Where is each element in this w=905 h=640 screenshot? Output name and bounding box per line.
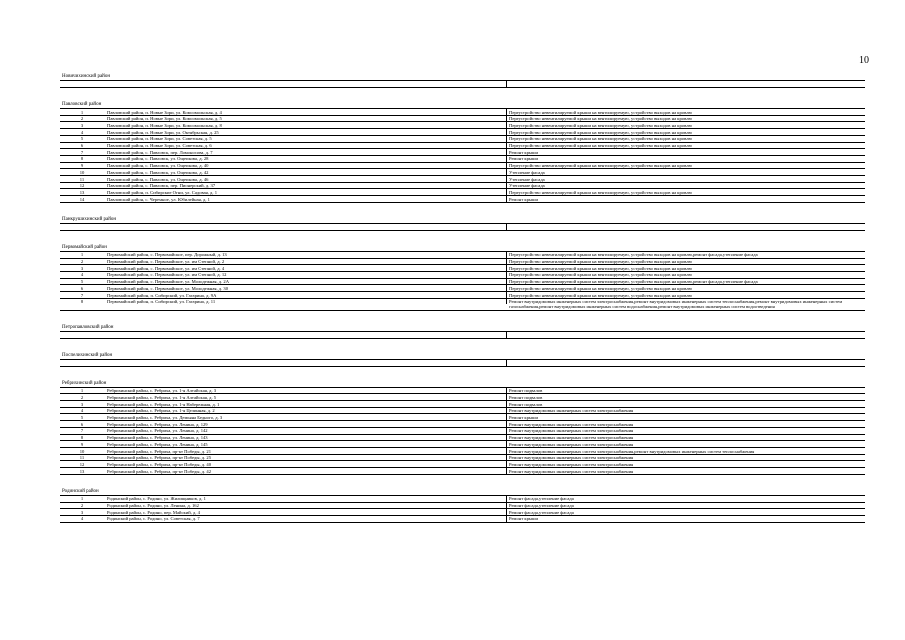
table-row bbox=[60, 503, 865, 510]
row-number: 8 bbox=[80, 156, 84, 162]
work-type: Ремонт подвалов bbox=[509, 401, 543, 407]
table-row bbox=[60, 448, 865, 455]
district-heading: Родинский район bbox=[60, 489, 865, 496]
work-type: Переустройство невентилируемой крыши на вентилируемую, устройство выходов на кровлю bbox=[509, 136, 692, 142]
row-number: 1 bbox=[80, 496, 84, 502]
address: Павловский район, п. Сибирские Огни, ул. Садовая, д. 1 bbox=[104, 189, 507, 195]
work-type: Утепление фасада bbox=[509, 176, 545, 182]
address: Павловский район, с. Павловск, пер. Ломоносова, д. 7 bbox=[104, 149, 507, 155]
table-row bbox=[60, 129, 865, 136]
table-row bbox=[60, 143, 865, 150]
row-number: 6 bbox=[80, 143, 84, 149]
work-type: Переустройство невентилируемой крыши на вентилируемую, устройство выходов на кровлю bbox=[509, 265, 692, 271]
work-type: Переустройство невентилируемой крыши на вентилируемую, устройство выходов на кровлю bbox=[509, 189, 692, 195]
table-row bbox=[60, 408, 865, 415]
table-row bbox=[60, 169, 865, 176]
table-row bbox=[60, 183, 865, 190]
table-row bbox=[60, 461, 865, 468]
empty-row bbox=[60, 332, 865, 339]
row-number: 3 bbox=[80, 122, 84, 128]
address: Родинский район, с. Родино, ул. Советская, д. 7 bbox=[104, 516, 507, 522]
table-row bbox=[60, 421, 865, 428]
row-number: 3 bbox=[80, 265, 84, 271]
address: Павловский район, с. Павловск, пер. Пионерский, д. 37 bbox=[104, 183, 507, 189]
address: Ребрихинский район, с. Ребриха, ул. Ленина, д. 143 bbox=[104, 435, 507, 441]
work-type: Ремонт внутридомовых инженерных систем электроснабжения bbox=[509, 408, 634, 414]
row-number: 3 bbox=[80, 401, 84, 407]
table-row bbox=[60, 388, 865, 395]
work-type: Переустройство невентилируемой крыши на вентилируемую, устройство выходов на кровлю,ремонт фасада,утепление фасада bbox=[509, 279, 758, 285]
table-row bbox=[60, 401, 865, 408]
table-row bbox=[60, 414, 865, 421]
table-row bbox=[60, 435, 865, 442]
work-type: Переустройство невентилируемой крыши на вентилируемую, устройство выходов на кровлю bbox=[509, 285, 692, 291]
empty-row bbox=[60, 81, 865, 88]
row-number: 2 bbox=[80, 394, 84, 400]
address: Ребрихинский район, с. Ребриха, ул. 1-я Целинная, д. 2 bbox=[104, 408, 507, 414]
work-type: Переустройство невентилируемой крыши на вентилируемую, устройство выходов на кровлю,ремонт фасада,утепление фасада bbox=[509, 252, 758, 258]
row-number: 13 bbox=[79, 468, 85, 474]
table-row bbox=[60, 441, 865, 448]
table-row bbox=[60, 394, 865, 401]
district-heading: Новичихинский район bbox=[60, 74, 865, 81]
work-type: Переустройство невентилируемой крыши на вентилируемую, устройство выходов на кровлю bbox=[509, 129, 692, 135]
work-type: Ремонт внутридомовых инженерных систем электроснабжения bbox=[509, 435, 634, 441]
work-type: Ремонт крыши bbox=[509, 149, 538, 155]
work-type: Ремонт внутридомовых инженерных систем электроснабжения,ремонт внутридомовых инженерных систем теплоснабжения,ремонт внутридомовых инженерных систем газоснабжения,ремонт внутридомовых инженерных систем водоснабжения,ремонт внутридомовых инженерных систем водоотведения bbox=[509, 299, 843, 310]
work-type: Ремонт крыши bbox=[509, 196, 538, 202]
row-number: 11 bbox=[79, 455, 85, 461]
row-number: 4 bbox=[80, 129, 84, 135]
table-row bbox=[60, 176, 865, 183]
district-heading: Панкрушихинский район bbox=[60, 217, 865, 224]
row-number: 7 bbox=[80, 428, 84, 434]
row-number: 5 bbox=[80, 279, 84, 285]
work-type: Ремонт фасада,утепление фасада bbox=[509, 509, 574, 515]
work-type: Ремонт крыши bbox=[509, 156, 538, 162]
row-number: 2 bbox=[80, 116, 84, 122]
row-number-cell bbox=[60, 81, 104, 87]
table-row bbox=[60, 455, 865, 462]
address-cell bbox=[104, 81, 507, 88]
row-number: 7 bbox=[80, 292, 84, 298]
row-number: 10 bbox=[79, 448, 85, 454]
row-number: 8 bbox=[80, 299, 84, 305]
address-cell bbox=[104, 224, 507, 231]
district-heading: Петропавловский район bbox=[60, 325, 865, 332]
address: Ребрихинский район, с. Ребриха, ул. Ленина, д. 129 bbox=[104, 421, 507, 427]
table-row bbox=[60, 468, 865, 475]
table-row bbox=[60, 279, 865, 286]
work-type: Ремонт внутридомовых инженерных систем электроснабжения,ремонт внутридомовых инженерных систем теплоснабжения bbox=[509, 448, 755, 454]
table-row bbox=[60, 116, 865, 123]
address-cell bbox=[104, 332, 507, 339]
table-row bbox=[60, 196, 865, 203]
row-number-cell bbox=[60, 224, 104, 230]
table-row bbox=[60, 189, 865, 196]
address: Павловский район, п. Новые Зори, ул. Октябрьская, д. 25 bbox=[104, 129, 507, 135]
work-type: Переустройство невентилируемой крыши на вентилируемую, устройство выходов на кровлю bbox=[509, 109, 692, 115]
row-number: 2 bbox=[80, 259, 84, 265]
address: Ребрихинский район, с. Ребриха, ул. 1-я Набережная, д. 1 bbox=[104, 401, 507, 407]
address: Ребрихинский район, с. Ребриха, ул. 1-я Алтайская, д. 5 bbox=[104, 394, 507, 400]
row-number-cell bbox=[60, 332, 104, 338]
address: Первомайский район, с. Первомайское, ул. им Степной, д. 2 bbox=[104, 259, 507, 265]
address: Ребрихинский район, с. Ребриха, пр-кт Победы, д. 42 bbox=[104, 468, 507, 474]
district-heading: Ребрихинский район bbox=[60, 381, 865, 388]
table-row bbox=[60, 163, 865, 170]
address: Павловский район, с. Черемное, ул. Юбилейная, д. 1 bbox=[104, 196, 507, 202]
row-number: 1 bbox=[80, 109, 84, 115]
table-row bbox=[60, 122, 865, 129]
table-row bbox=[60, 516, 865, 523]
table-row bbox=[60, 428, 865, 435]
table-row bbox=[60, 509, 865, 516]
table-row bbox=[60, 265, 865, 272]
work-type: Ремонт внутридомовых инженерных систем электроснабжения bbox=[509, 428, 634, 434]
address: Первомайский район, с. Первомайское, ул. им Степной, д. 12 bbox=[104, 272, 507, 278]
row-number: 9 bbox=[80, 441, 84, 447]
row-number: 3 bbox=[80, 509, 84, 515]
address: Родинский район, с. Родино, ул. Жилищников, д. 1 bbox=[104, 496, 507, 502]
district-heading: Павловский район bbox=[60, 102, 865, 109]
table-row bbox=[60, 299, 865, 311]
address: Павловский район, п. Новые Зори, ул. Комсомольская, д. 5 bbox=[104, 116, 507, 122]
row-number: 4 bbox=[80, 516, 84, 522]
work-type: Переустройство невентилируемой крыши на вентилируемую, устройство выходов на кровлю bbox=[509, 116, 692, 122]
row-number: 12 bbox=[79, 461, 85, 467]
address: Павловский район, с. Павловск, ул. Ощепкова, д. 28 bbox=[104, 156, 507, 162]
row-number: 11 bbox=[79, 176, 85, 182]
address: Родинский район, с. Родино, ул. Ленина, д. 162 bbox=[104, 503, 507, 509]
work-type: Ремонт внутридомовых инженерных систем электроснабжения bbox=[509, 468, 634, 474]
table-row bbox=[60, 496, 865, 503]
address: Первомайский район, п. Сибирский, ул. Гагарина, д. 9А bbox=[104, 292, 507, 298]
empty-row bbox=[60, 360, 865, 367]
row-number: 1 bbox=[80, 252, 84, 258]
table-row bbox=[60, 149, 865, 156]
row-number: 8 bbox=[80, 435, 84, 441]
row-number: 7 bbox=[80, 149, 84, 155]
row-number: 12 bbox=[79, 183, 85, 189]
address: Первомайский район, с. Первомайское, пер. Дорожный, д. 13 bbox=[104, 252, 507, 258]
row-number: 9 bbox=[80, 163, 84, 169]
work-type: Ремонт внутридомовых инженерных систем электроснабжения bbox=[509, 455, 634, 461]
address: Ребрихинский район, с. Ребриха, ул. Демьяна Бедного, д. 3 bbox=[104, 414, 507, 420]
address: Павловский район, п. Новые Зори, ул. Советская, д. 5 bbox=[104, 136, 507, 142]
table-row bbox=[60, 272, 865, 279]
address: Павловский район, с. Павловск, ул. Ощепкова, д. 46 bbox=[104, 176, 507, 182]
table-row bbox=[60, 252, 865, 259]
work-type: Переустройство невентилируемой крыши на вентилируемую, устройство выходов на кровлю bbox=[509, 122, 692, 128]
work-type: Ремонт крыши bbox=[509, 516, 538, 522]
address: Первомайский район, с. Первомайское, ул. им Степной, д. 4 bbox=[104, 265, 507, 271]
row-number: 10 bbox=[79, 169, 85, 175]
district-heading: Первомайский район bbox=[60, 245, 865, 252]
address: Первомайский район, с. Первомайское, ул. Молодежная, д. 2А bbox=[104, 279, 507, 285]
address: Ребрихинский район, с. Ребриха, пр-кт Победы, д. 25 bbox=[104, 455, 507, 461]
work-type: Ремонт внутридомовых инженерных систем электроснабжения bbox=[509, 461, 634, 467]
district-heading: Поспелихинский район bbox=[60, 353, 865, 360]
work-type: Переустройство невентилируемой крыши на вентилируемую, устройство выходов на кровлю bbox=[509, 143, 692, 149]
address: Павловский район, п. Новые Зори, ул. Комсомольская, д. 8 bbox=[104, 122, 507, 128]
address: Первомайский район, п. Сибирский, ул. Гагарина, д. 11 bbox=[104, 299, 507, 305]
work-type: Ремонт внутридомовых инженерных систем электроснабжения bbox=[509, 421, 634, 427]
address: Ребрихинский район, с. Ребриха, ул. Ленина, д. 145 bbox=[104, 441, 507, 447]
table-row bbox=[60, 259, 865, 266]
row-number: 14 bbox=[79, 196, 85, 202]
work-type: Переустройство невентилируемой крыши на вентилируемую, устройство выходов на кровлю bbox=[509, 163, 692, 169]
row-number: 6 bbox=[80, 285, 84, 291]
work-type: Утепление фасада bbox=[509, 183, 545, 189]
work-type: Ремонт внутридомовых инженерных систем электроснабжения bbox=[509, 441, 634, 447]
work-type: Утепление фасада bbox=[509, 169, 545, 175]
row-number: 5 bbox=[80, 136, 84, 142]
address: Ребрихинский район, с. Ребриха, пр-кт Победы, д. 40 bbox=[104, 461, 507, 467]
address: Павловский район, п. Новые Зори, ул. Комсомольская, д. 4 bbox=[104, 109, 507, 115]
row-number: 4 bbox=[80, 272, 84, 278]
row-number: 13 bbox=[79, 189, 85, 195]
table-row bbox=[60, 292, 865, 299]
work-type: Переустройство невентилируемой крыши на вентилируемую, устройство выходов на кровлю bbox=[509, 259, 692, 265]
address: Ребрихинский район, с. Ребриха, ул. 1-я Алтайская, д. 3 bbox=[104, 388, 507, 394]
row-number: 4 bbox=[80, 408, 84, 414]
work-type: Переустройство невентилируемой крыши на вентилируемую, устройство выходов на кровлю bbox=[509, 272, 692, 278]
table-row bbox=[60, 156, 865, 163]
work-type: Ремонт подвалов bbox=[509, 388, 543, 394]
address-cell bbox=[104, 360, 507, 367]
work-type: Переустройство невентилируемой крыши на вентилируемую, устройство выходов на кровлю bbox=[509, 292, 692, 298]
address: Ребрихинский район, с. Ребриха, ул. Ленина, д. 142 bbox=[104, 428, 507, 434]
row-number: 5 bbox=[80, 414, 84, 420]
row-number: 2 bbox=[80, 503, 84, 509]
table-row bbox=[60, 136, 865, 143]
work-type: Ремонт фасада,утепление фасада bbox=[509, 496, 574, 502]
address: Павловский район, с. Павловск, ул. Ощепкова, д. 42 bbox=[104, 169, 507, 175]
address: Родинский район, с. Родино, пер. Майский, д. 4 bbox=[104, 509, 507, 515]
work-type: Ремонт фасада,утепление фасада bbox=[509, 503, 574, 509]
address: Павловский район, с. Павловск, ул. Ощепкова, д. 40 bbox=[104, 163, 507, 169]
address: Первомайский район, с. Первомайское, ул. Молодежная, д. 30 bbox=[104, 285, 507, 291]
row-number-cell bbox=[60, 360, 104, 366]
table-row bbox=[60, 285, 865, 292]
repair-list-table bbox=[60, 74, 865, 523]
row-number: 1 bbox=[80, 388, 84, 394]
table-row bbox=[60, 109, 865, 116]
empty-row bbox=[60, 224, 865, 231]
work-type: Ремонт подвалов bbox=[509, 394, 543, 400]
row-number: 6 bbox=[80, 421, 84, 427]
page-number: 10 bbox=[859, 55, 869, 66]
work-type: Ремонт крыши bbox=[509, 414, 538, 420]
address: Павловский район, п. Новые Зори, ул. Советская, д. 6 bbox=[104, 143, 507, 149]
address: Ребрихинский район, с. Ребриха, пр-кт Победы, д. 21 bbox=[104, 448, 507, 454]
